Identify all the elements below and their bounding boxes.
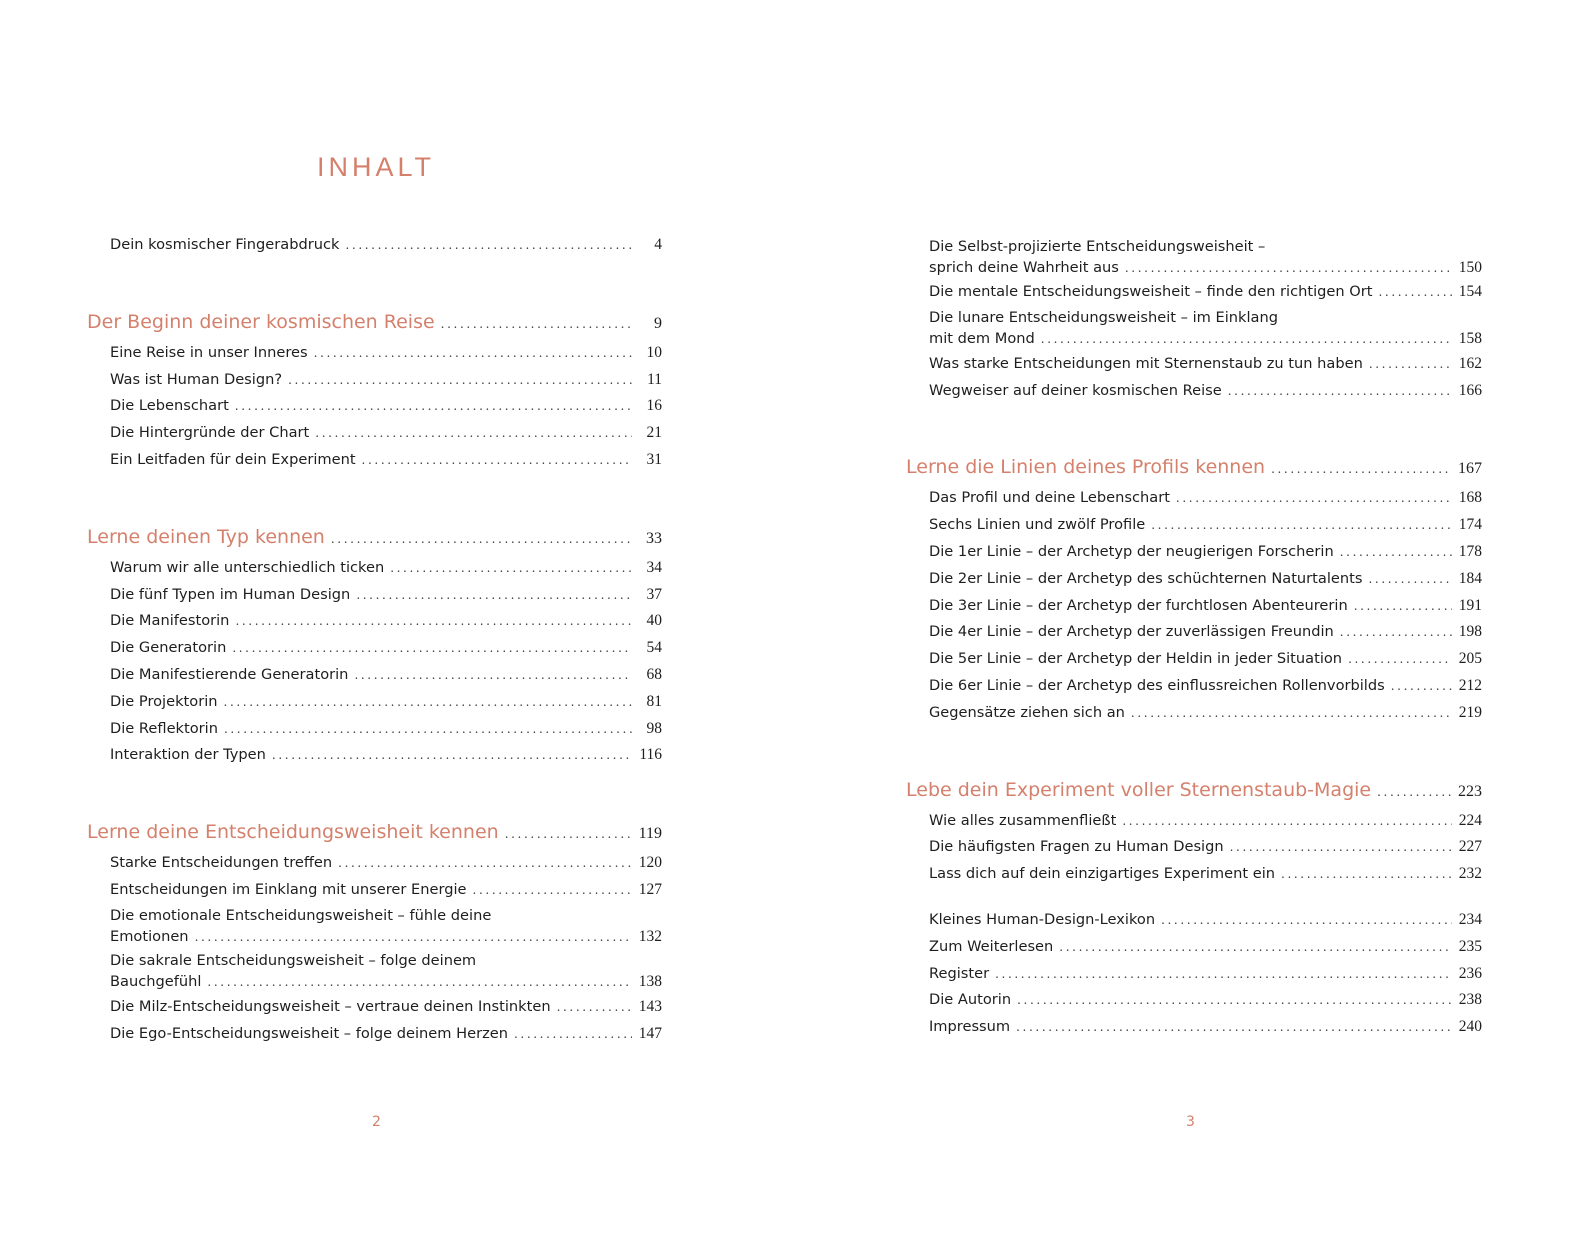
chapter-page-number: 167 — [1458, 460, 1482, 478]
entry-page-number: 120 — [638, 854, 662, 872]
entry-line — [929, 619, 1482, 646]
chapter-heading[interactable] — [906, 772, 1482, 808]
entry-line — [110, 635, 662, 662]
toc-entry[interactable] — [906, 619, 1482, 646]
toc-entry[interactable] — [906, 485, 1482, 512]
dot-leader — [1271, 462, 1452, 476]
dot-leader — [505, 827, 632, 841]
entry-page-number: 34 — [646, 558, 662, 576]
toc-entry[interactable] — [87, 635, 662, 662]
entry-page-number: 158 — [1458, 330, 1482, 348]
entry-page-number: 81 — [646, 692, 662, 710]
contents-title: INHALT — [316, 152, 435, 182]
entry-title: Die Reflektorin — [110, 719, 218, 737]
toc-entry[interactable] — [906, 934, 1482, 961]
toc-entry[interactable] — [906, 808, 1482, 835]
dot-leader — [1125, 258, 1452, 279]
entry-page-number: 224 — [1458, 811, 1482, 829]
entry-page-number: 143 — [638, 997, 662, 1015]
toc-entry[interactable] — [906, 987, 1482, 1014]
entry-line — [929, 646, 1482, 673]
entry-title: Die emotionale Entscheidungsweisheit – fühle deine — [110, 907, 492, 925]
dot-leader — [1161, 907, 1452, 934]
entry-title: Bauchgefühl — [110, 973, 202, 991]
toc-entry[interactable] — [906, 700, 1482, 727]
dot-leader — [390, 555, 632, 582]
dot-leader — [224, 716, 632, 743]
entry-line — [110, 662, 662, 689]
toc-entry[interactable] — [87, 716, 662, 743]
entry-line — [110, 971, 662, 992]
entry-line — [929, 834, 1482, 861]
entry-title: Die mentale Entscheidungsweisheit – finde den richtigen Ort — [929, 283, 1373, 300]
entry-line — [929, 673, 1482, 700]
entry-page-number: 54 — [646, 639, 662, 657]
toc-entry[interactable] — [906, 566, 1482, 593]
entry-title: Interaktion der Typen — [110, 746, 266, 764]
dot-leader — [1230, 834, 1452, 861]
entry-title: Die sakrale Entscheidungsweisheit – folge deinem — [110, 952, 477, 970]
entry-page-number: 16 — [646, 397, 662, 415]
toc-entry[interactable] — [906, 593, 1482, 620]
toc-entry[interactable] — [87, 904, 662, 949]
right-page — [797, 0, 1594, 1240]
dot-leader — [1176, 485, 1452, 512]
dot-leader — [557, 994, 632, 1021]
entry-line — [929, 987, 1482, 1014]
dot-leader — [1377, 785, 1452, 799]
entry-page-number: 234 — [1458, 910, 1482, 928]
entry-line — [929, 808, 1482, 835]
entry-title: Die 2er Linie – der Archetyp des schüchternen Naturtalents — [929, 569, 1363, 587]
chapter-title: Lebe dein Experiment voller Sternenstaub-Magie — [906, 778, 1372, 801]
entry-title: Die Hintergründe der Chart — [110, 424, 310, 442]
entry-page-number: 235 — [1458, 937, 1482, 955]
entry-page-number: 10 — [646, 343, 662, 361]
entry-title: Die Projektorin — [110, 692, 218, 710]
entry-title: Die Manifestorin — [110, 612, 230, 630]
entry-line — [110, 950, 662, 971]
dot-leader — [1391, 673, 1452, 700]
entry-title: Kleines Human-Design-Lexikon — [929, 910, 1156, 928]
entry-line — [110, 877, 662, 904]
toc-entry[interactable] — [906, 306, 1482, 351]
toc-entry[interactable] — [87, 420, 662, 447]
dot-leader — [1059, 934, 1452, 961]
entry-line — [110, 850, 662, 877]
entry-line — [110, 393, 662, 420]
entry-line — [929, 328, 1482, 349]
entry-title: Lass dich auf dein einzigartiges Experiment ein — [929, 865, 1276, 883]
entry-line — [929, 934, 1482, 961]
chapter-page-number: 9 — [654, 314, 662, 332]
toc-section — [87, 304, 662, 474]
dot-leader — [362, 447, 632, 474]
entry-line — [929, 351, 1482, 378]
dot-leader — [1340, 539, 1452, 566]
entry-page-number: 168 — [1458, 489, 1482, 507]
entry-line — [110, 742, 662, 769]
toc-entry[interactable] — [906, 907, 1482, 934]
dot-leader — [1354, 593, 1452, 620]
entry-line — [929, 539, 1482, 566]
chapter-heading[interactable] — [87, 519, 662, 555]
chapter-title: Der Beginn deiner kosmischen Reise — [87, 310, 435, 333]
chapter-heading[interactable] — [87, 304, 662, 340]
toc-entry[interactable] — [87, 393, 662, 420]
dot-leader — [195, 927, 632, 948]
toc-entry[interactable] — [87, 662, 662, 689]
entry-title: Die Autorin — [929, 991, 1012, 1009]
entry-title: Warum wir alle unterschiedlich ticken — [110, 558, 385, 576]
entry-page-number: 178 — [1458, 542, 1482, 560]
dot-leader — [272, 742, 632, 769]
entry-title: Entscheidungen im Einklang mit unserer Energie — [110, 880, 467, 898]
dot-leader — [1369, 351, 1452, 378]
dot-leader — [232, 635, 632, 662]
entry-line — [929, 378, 1482, 405]
dot-leader — [1281, 861, 1452, 888]
entry-page-number: 212 — [1458, 676, 1482, 694]
entry-line — [110, 716, 662, 743]
entry-page-number: 174 — [1458, 516, 1482, 534]
dot-leader — [995, 961, 1452, 988]
toc-entry[interactable] — [87, 877, 662, 904]
toc-entry[interactable] — [87, 1021, 662, 1048]
entry-page-number: 240 — [1458, 1018, 1482, 1036]
entry-page-number: 68 — [646, 665, 662, 683]
entry-line — [110, 689, 662, 716]
entry-page-number: 21 — [646, 424, 662, 442]
toc-entry[interactable] — [906, 834, 1482, 861]
chapter-page-number: 223 — [1458, 782, 1482, 800]
toc-entry[interactable] — [87, 582, 662, 609]
dot-leader — [441, 317, 632, 331]
entry-line — [929, 512, 1482, 539]
entry-line — [110, 340, 662, 367]
toc-entry[interactable] — [906, 512, 1482, 539]
chapter-line — [87, 821, 662, 843]
chapter-line — [87, 526, 662, 548]
toc-section — [87, 519, 662, 769]
entry-page-number: 150 — [1458, 258, 1482, 276]
entry-line — [929, 907, 1482, 934]
chapter-line — [906, 456, 1482, 478]
entry-title: Eine Reise in unser Inneres — [110, 343, 308, 361]
dot-leader — [1151, 512, 1452, 539]
toc-entry[interactable] — [906, 539, 1482, 566]
entry-line — [929, 566, 1482, 593]
entry-title: Die Selbst-projizierte Entscheidungsweisheit – — [929, 237, 1266, 255]
dot-leader — [1368, 566, 1452, 593]
toc-entry[interactable] — [906, 646, 1482, 673]
dot-leader — [1348, 646, 1452, 673]
entry-title: Die Lebenschart — [110, 397, 229, 415]
toc-entry[interactable] — [87, 608, 662, 635]
dot-leader — [1228, 378, 1452, 405]
toc-section — [906, 907, 1482, 1041]
toc-section — [87, 232, 662, 259]
entry-title: Dein kosmischer Fingerabdruck — [110, 236, 340, 253]
entry-line — [110, 420, 662, 447]
toc-entry[interactable] — [87, 994, 662, 1021]
entry-title: Die Ego-Entscheidungsweisheit – folge deinem Herzen — [110, 1024, 508, 1042]
entry-page-number: 116 — [639, 746, 662, 764]
dot-leader — [1016, 1014, 1452, 1041]
dot-leader — [288, 367, 632, 394]
dot-leader — [1017, 987, 1452, 1014]
entry-title: Die Generatorin — [110, 639, 227, 657]
entry-page-number: 219 — [1458, 703, 1482, 721]
toc-section — [906, 449, 1482, 726]
entry-page-number: 37 — [646, 585, 662, 603]
entry-line — [110, 555, 662, 582]
chapter-title: Lerne deine Entscheidungsweisheit kennen — [87, 821, 499, 844]
entry-page-number: 198 — [1458, 623, 1482, 641]
dot-leader — [1131, 700, 1452, 727]
entry-title: Das Profil und deine Lebenschart — [929, 489, 1170, 507]
entry-page-number: 127 — [638, 880, 662, 898]
dot-leader — [315, 420, 632, 447]
entry-line — [929, 700, 1482, 727]
entry-page-number: 236 — [1458, 964, 1482, 982]
entry-title: Die Manifestierende Generatorin — [110, 665, 349, 683]
toc-entry[interactable] — [87, 949, 662, 994]
dot-leader — [224, 689, 632, 716]
dot-leader — [354, 662, 632, 689]
toc-entry[interactable] — [87, 850, 662, 877]
entry-page-number: 227 — [1458, 838, 1482, 856]
dot-leader — [1340, 619, 1452, 646]
toc-entry[interactable] — [87, 232, 662, 259]
entry-title: Register — [929, 964, 990, 982]
toc-entry[interactable] — [906, 378, 1482, 405]
entry-title: Die 1er Linie – der Archetyp der neugierigen Forscherin — [929, 542, 1334, 560]
entry-line — [110, 447, 662, 474]
toc-entry[interactable] — [906, 351, 1482, 378]
toc-section — [87, 814, 662, 1047]
entry-title: Die Milz-Entscheidungsweisheit – vertraue deinen Instinkten — [110, 997, 551, 1015]
entry-page-number: 205 — [1458, 650, 1482, 668]
entry-line — [110, 994, 662, 1021]
entry-line — [929, 279, 1482, 306]
entry-page-number: 132 — [638, 928, 662, 946]
dot-leader — [473, 877, 632, 904]
dot-leader — [1122, 808, 1452, 835]
entry-page-number: 11 — [647, 370, 662, 388]
page-number: 3 — [1186, 1114, 1195, 1130]
toc-entry[interactable] — [87, 555, 662, 582]
chapter-line — [87, 311, 662, 333]
dot-leader — [1041, 329, 1452, 350]
toc-entry[interactable] — [87, 742, 662, 769]
table-of-contents — [87, 232, 662, 1047]
entry-title: Was starke Entscheidungen mit Sternenstaub zu tun haben — [929, 354, 1363, 372]
entry-page-number: 232 — [1458, 865, 1482, 883]
dot-leader — [207, 972, 632, 993]
entry-title: Die 3er Linie – der Archetyp der furchtlosen Abenteurerin — [929, 596, 1348, 614]
entry-title: Sechs Linien und zwölf Profile — [929, 516, 1146, 534]
entry-page-number: 98 — [646, 719, 662, 737]
dot-leader — [235, 608, 632, 635]
entry-title: Was ist Human Design? — [110, 370, 283, 388]
entry-page-number: 238 — [1458, 991, 1482, 1009]
dot-leader — [338, 850, 632, 877]
toc-entry[interactable] — [87, 340, 662, 367]
chapter-heading[interactable] — [87, 814, 662, 850]
entry-title: Die lunare Entscheidungsweisheit – im Einklang — [929, 309, 1278, 327]
entry-line — [929, 961, 1482, 988]
entry-line — [110, 367, 662, 394]
entry-title: Wegweiser auf deiner kosmischen Reise — [929, 381, 1222, 399]
chapter-title: Lerne deinen Typ kennen — [87, 525, 325, 548]
toc-entry[interactable] — [906, 961, 1482, 988]
table-of-contents — [906, 234, 1482, 1041]
entry-page-number: 184 — [1458, 569, 1482, 587]
dot-leader — [356, 582, 632, 609]
chapter-line — [906, 779, 1482, 801]
toc-entry[interactable] — [906, 279, 1482, 306]
chapter-title: Lerne die Linien deines Profils kennen — [906, 456, 1266, 479]
toc-entry[interactable] — [87, 689, 662, 716]
entry-title: Die häufigsten Fragen zu Human Design — [929, 838, 1224, 856]
dot-leader — [314, 340, 632, 367]
entry-title: Die fünf Typen im Human Design — [110, 585, 351, 603]
entry-page-number: 4 — [654, 236, 662, 253]
toc-entry[interactable] — [87, 367, 662, 394]
entry-title: mit dem Mond — [929, 330, 1035, 348]
entry-line — [929, 1014, 1482, 1041]
entry-line — [929, 485, 1482, 512]
entry-line — [110, 232, 662, 259]
toc-entry[interactable] — [906, 861, 1482, 888]
entry-line — [929, 307, 1482, 328]
dot-leader — [235, 393, 632, 420]
toc-section — [906, 772, 1482, 888]
toc-entry[interactable] — [87, 447, 662, 474]
dot-leader — [331, 532, 632, 546]
entry-line — [110, 608, 662, 635]
chapter-page-number: 119 — [638, 825, 662, 843]
entry-page-number: 162 — [1458, 354, 1482, 372]
entry-line — [110, 926, 662, 947]
entry-line — [929, 861, 1482, 888]
entry-title: Die 4er Linie – der Archetyp der zuverlässigen Freundin — [929, 623, 1334, 641]
dot-leader — [1378, 279, 1452, 306]
entry-page-number: 154 — [1458, 283, 1482, 300]
entry-title: Die 5er Linie – der Archetyp der Heldin in jeder Situation — [929, 650, 1343, 668]
entry-title: Wie alles zusammenfließt — [929, 811, 1117, 829]
entry-title: Impressum — [929, 1018, 1011, 1036]
entry-page-number: 147 — [638, 1024, 662, 1042]
chapter-heading[interactable] — [906, 449, 1482, 485]
page-number: 2 — [372, 1114, 381, 1130]
entry-page-number: 191 — [1458, 596, 1482, 614]
entry-line — [929, 257, 1482, 278]
dot-leader — [514, 1021, 632, 1048]
dot-leader — [345, 232, 632, 259]
entry-line — [110, 905, 662, 926]
entry-title: Ein Leitfaden für dein Experiment — [110, 450, 356, 468]
entry-page-number: 40 — [646, 612, 662, 630]
entry-title: Zum Weiterlesen — [929, 937, 1054, 955]
entry-line — [110, 582, 662, 609]
toc-section — [906, 234, 1482, 404]
entry-line — [929, 593, 1482, 620]
entry-line — [929, 236, 1482, 257]
entry-page-number: 166 — [1458, 381, 1482, 399]
toc-entry[interactable] — [906, 1014, 1482, 1041]
entry-title: Die 6er Linie – der Archetyp des einflussreichen Rollenvorbilds — [929, 676, 1385, 694]
entry-title: Emotionen — [110, 928, 189, 946]
entry-title: Starke Entscheidungen treffen — [110, 854, 333, 872]
entry-title: Gegensätze ziehen sich an — [929, 703, 1125, 721]
toc-entry[interactable] — [906, 234, 1482, 279]
entry-page-number: 138 — [638, 973, 662, 991]
entry-line — [110, 1021, 662, 1048]
toc-entry[interactable] — [906, 673, 1482, 700]
entry-page-number: 31 — [646, 450, 662, 468]
chapter-page-number: 33 — [646, 529, 662, 547]
entry-title: sprich deine Wahrheit aus — [929, 258, 1119, 276]
